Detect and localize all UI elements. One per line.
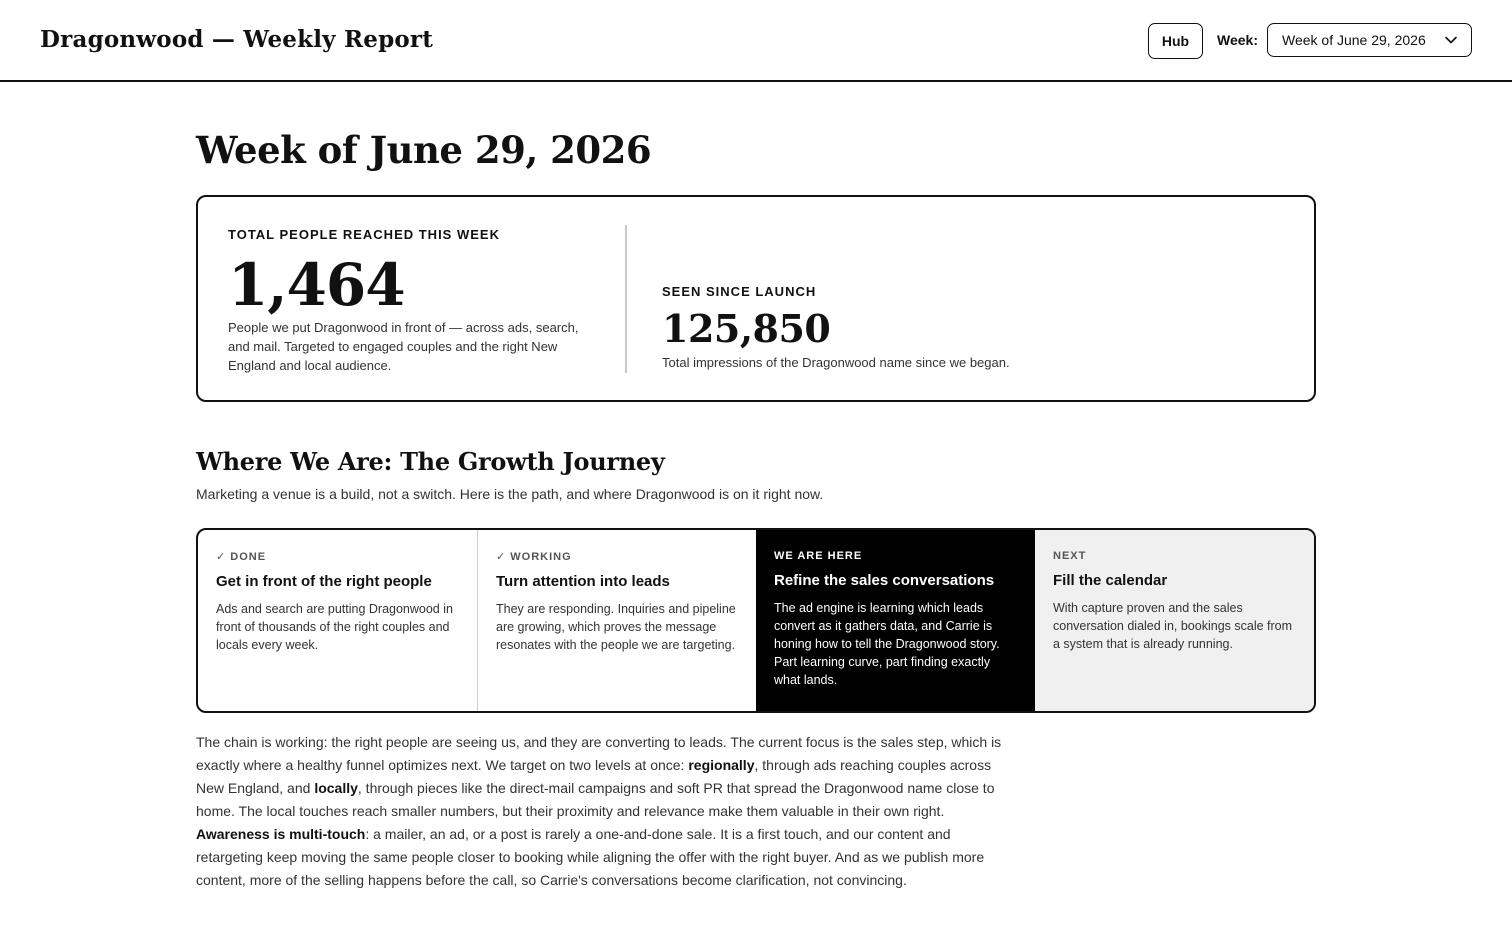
stat-week-reached-desc: People we put Dragonwood in front of — across ads, search, and mail. Targeted to engaged couples and the right New England and local audience.	[228, 320, 579, 373]
stat-since-launch	[662, 284, 1262, 372]
step-title: Turn attention into leads	[496, 573, 670, 590]
step-body: The ad engine is learning which leads convert as it gathers data, and Carrie is honing how to tell the Dragonwood story. Part learning curve, part finding exactly what lands.	[774, 601, 1000, 687]
stat-week-reached-label: TOTAL PEOPLE REACHED THIS WEEK	[228, 227, 500, 242]
hub-button[interactable]: Hub	[1148, 23, 1203, 59]
chevron-down-icon	[1444, 33, 1458, 47]
stat-since-launch-desc: Total impressions of the Dragonwood name since we began.	[662, 355, 1010, 370]
journey-step-current	[756, 530, 1035, 711]
narrative-emphasis: regionally	[688, 757, 755, 773]
step-body: Ads and search are putting Dragonwood in front of thousands of the right couples and locals every week.	[216, 602, 453, 652]
stat-week-reached	[228, 227, 598, 375]
step-tag: ✓ WORKING	[496, 551, 572, 563]
journey-subtitle: Marketing a venue is a build, not a switch. Here is the path, and where Dragonwood is on it right now.	[196, 486, 824, 502]
journey-narrative	[196, 731, 1018, 892]
journey-step-next	[1035, 530, 1314, 711]
page-title: Week of June 29, 2026	[196, 128, 652, 172]
stat-since-launch-label: SEEN SINCE LAUNCH	[662, 284, 817, 299]
narrative-emphasis: locally	[314, 780, 358, 796]
journey-step-done	[198, 530, 477, 711]
narrative-text: : a mailer, an ad, or a post is rarely a one-and-done sale. It is a first touch, and our content and retargeting keep moving the same people closer to booking while aligning the offer with the right buyer. And as we publish more content, more of the selling happens before the call, so Carrie's conversations become clarification, not convincing.	[196, 826, 985, 888]
stats-card	[196, 195, 1316, 402]
step-body: With capture proven and the sales conversation dialed in, bookings scale from a system that is already running.	[1053, 601, 1293, 651]
step-title: Get in front of the right people	[216, 573, 432, 590]
week-label: Week:	[1217, 32, 1258, 48]
narrative-text: , through pieces like the direct-mail campaigns and soft PR that spread the Dragonwood name close to home. The local touches reach smaller numbers, but their proximity and relevance make them valuable in their own right.	[196, 780, 995, 819]
narrative-emphasis: Awareness is multi-touch	[196, 826, 366, 842]
step-tag: ✓ DONE	[216, 551, 267, 563]
journey-title: Where We Are: The Growth Journey	[196, 447, 665, 476]
narrative-text: The chain is working: the right people are seeing us, and they are converting to leads. The current focus is the sales step, which is exactly where a healthy funnel optimizes next. We target on two levels at once:	[196, 734, 1002, 773]
week-select-value: Week of June 29, 2026	[1282, 32, 1426, 48]
brand-title: Dragonwood — Weekly Report	[40, 26, 434, 53]
top-bar	[0, 0, 1512, 82]
step-title: Fill the calendar	[1053, 572, 1168, 589]
week-select[interactable]	[1267, 23, 1472, 57]
stat-week-reached-value: 1,464	[228, 251, 405, 319]
narrative-text: , through ads reaching couples across New England, and	[196, 757, 992, 796]
step-tag: WE ARE HERE	[774, 550, 863, 562]
stat-since-launch-value: 125,850	[662, 306, 831, 351]
step-title: Refine the sales conversations	[774, 572, 995, 589]
journey-steps	[196, 528, 1316, 713]
stat-divider	[625, 225, 627, 373]
step-tag: NEXT	[1053, 550, 1087, 562]
step-body: They are responding. Inquiries and pipeline are growing, which proves the message resonates with the people we are targeting.	[496, 602, 736, 652]
journey-step-working	[477, 530, 756, 711]
